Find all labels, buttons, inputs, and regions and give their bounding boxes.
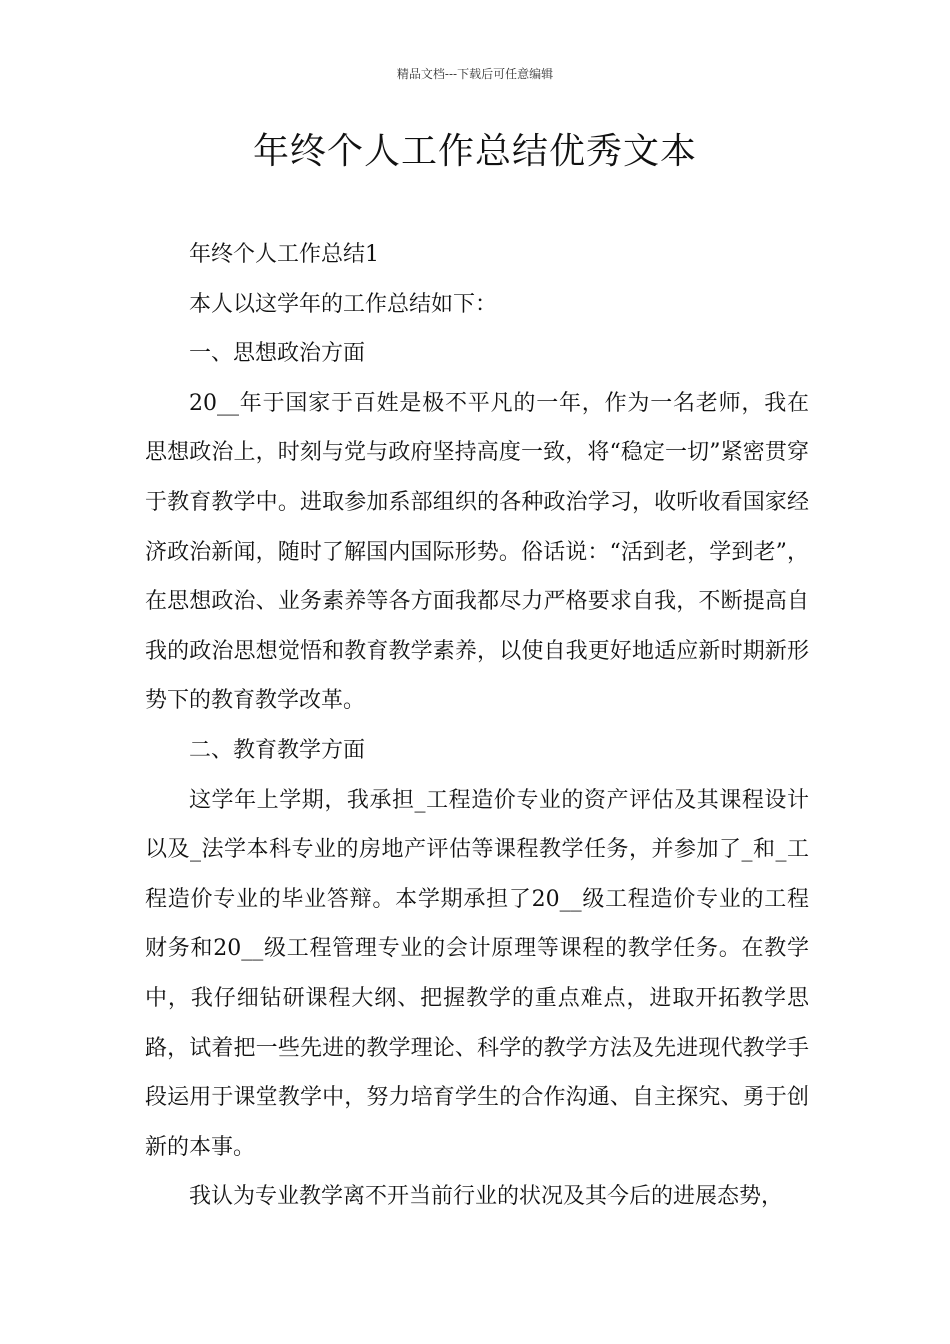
document-title: 年终个人工作总结优秀文本 (252, 131, 697, 172)
body-paragraph: 这学年上学期，我承担_工程造价专业的资产评估及其课程设计以及_法学本科专业的房地产评估等课程教学任务，并参加了_和_工程造价专业的毕业答辩。本学期承担了20__级工程造价专业的工程财务和20__级工程管理专业的会计原理等课程的教学任务。在教学中，我仔细钻研课程大纲、把握教学的重点难点，进取开拓教学思路，试着把一些先进的教学理论、科学的教学方法及先进现代教学手段运用于课堂教学中，努力培育学生的合作沟通、自主探究、勇于创新的本事。 (145, 787, 809, 1160)
section-heading: 一、思想政治方面 (189, 341, 366, 367)
body-paragraph: 20__年于国家于百姓是极不平凡的一年，作为一名老师，我在思想政治上，时刻与党与政府坚持高度一致，将“稳定一切”紧密贯穿于教育教学中。进取参加系部组织的各种政治学习，收听收看国家经济政治新闻，随时了解国内国际形势。俗话说：“活到老，学到老”，在思想政治、业务素养等各方面我都尽力严格要求自我，不断提高自我的政治思想觉悟和教育教学素养，以使自我更好地适应新时期新形势下的教育教学改革。 (145, 390, 809, 714)
document-body (145, 230, 809, 1222)
section-heading: 二、教育教学方面 (189, 737, 366, 763)
section-heading: 年终个人工作总结1 (189, 242, 379, 267)
intro-paragraph: 本人以这学年的工作总结如下： (189, 291, 498, 317)
header-note: 精品文档---下载后可任意编辑 (396, 67, 554, 81)
body-paragraph: 我认为专业教学离不开当前行业的状况及其今后的进展态势， (189, 1184, 784, 1210)
